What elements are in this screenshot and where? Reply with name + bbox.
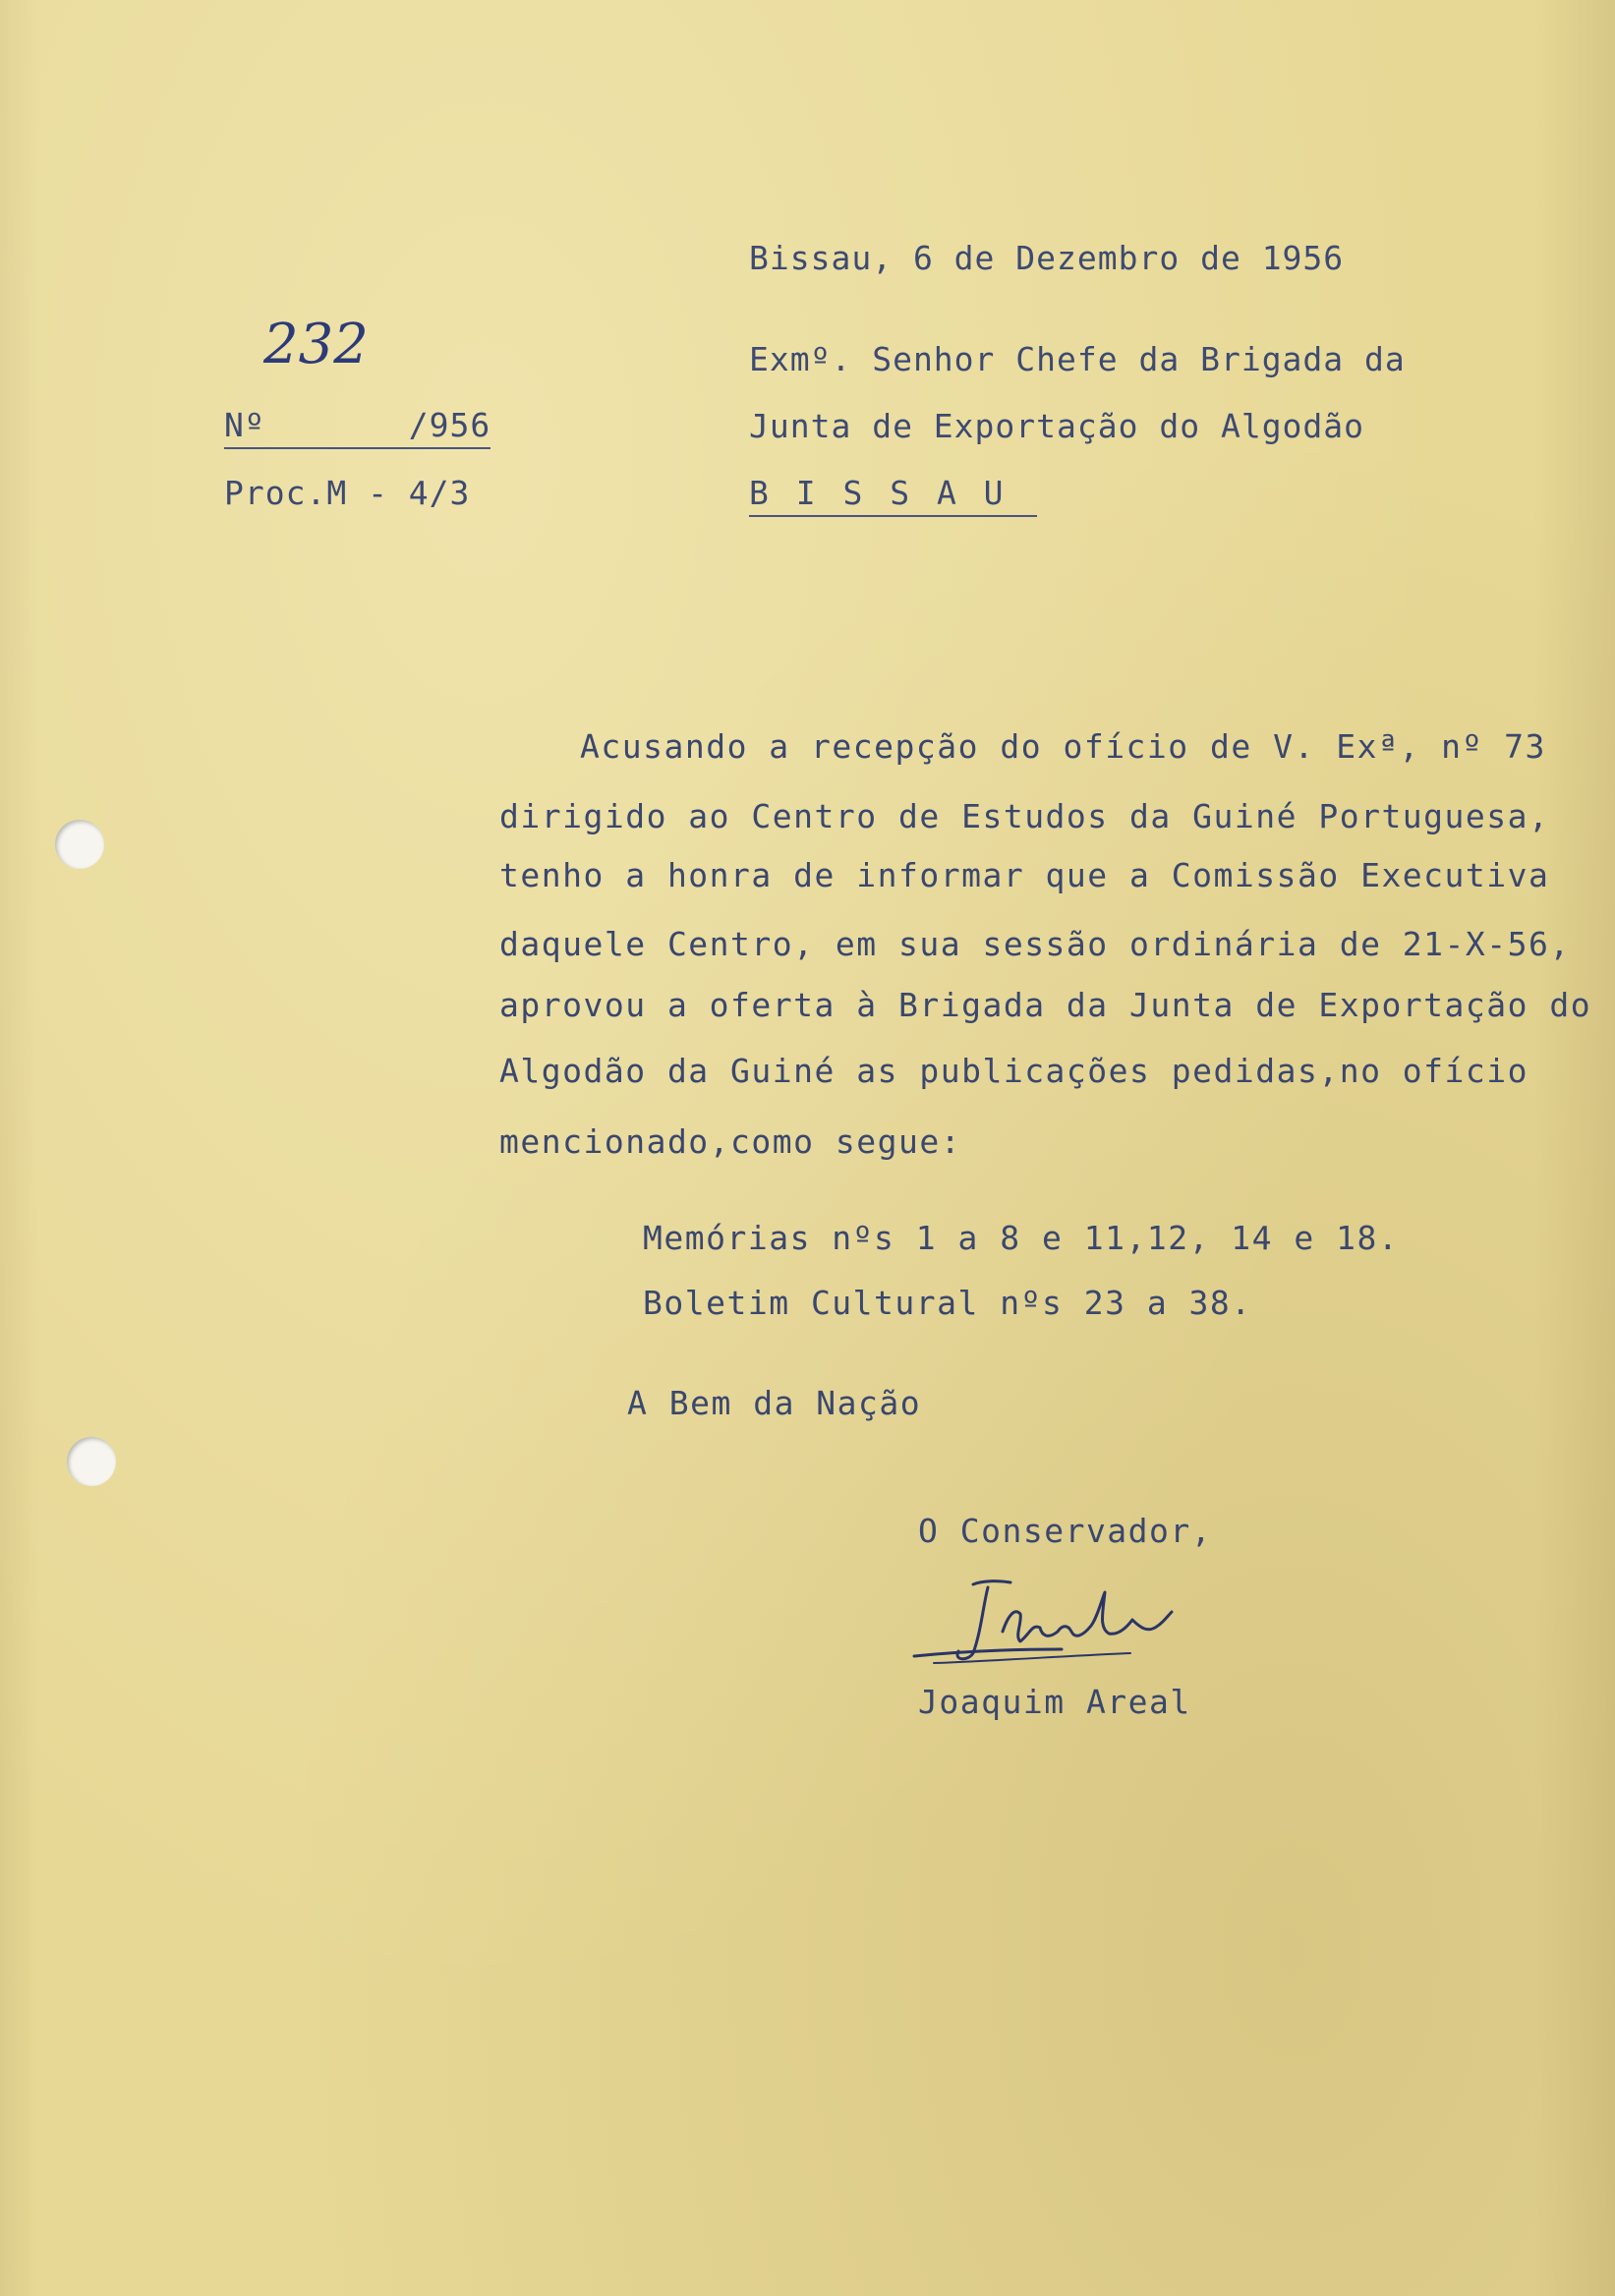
place-date: Bissau, 6 de Dezembro de 1956 — [749, 239, 1345, 277]
list-item-memorias: Memórias nºs 1 a 8 e 11,12, 14 e 18. — [643, 1219, 1400, 1257]
list-item-boletim: Boletim Cultural nºs 23 a 38. — [643, 1284, 1252, 1322]
body-line: Algodão da Guiné as publicações pedidas,no ofício — [499, 1052, 1529, 1090]
process-number: Proc.M - 4/3 — [224, 474, 471, 512]
punch-hole-bottom — [67, 1437, 116, 1486]
recipient-city: B I S S A U — [749, 474, 1037, 517]
handwritten-number: 232 — [263, 313, 369, 376]
recipient-line-1: Exmº. Senhor Chefe da Brigada da — [749, 340, 1406, 378]
body-line: tenho a honra de informar que a Comissão Executiva — [499, 856, 1550, 894]
reference-number: Nº /956 — [224, 406, 490, 449]
body-line: aprovou a oferta à Brigada da Junta de Exportação do — [499, 986, 1592, 1024]
closing: A Bem da Nação — [627, 1384, 922, 1422]
signer-name: Joaquim Areal — [918, 1683, 1191, 1721]
body-line: daquele Centro, em sua sessão ordinária de 21-X-56, — [499, 925, 1571, 963]
body-line: mencionado,como segue: — [499, 1122, 962, 1161]
recipient-line-2: Junta de Exportação do Algodão — [749, 407, 1365, 445]
body-line: dirigido ao Centro de Estudos da Guiné Portuguesa, — [499, 797, 1550, 835]
body-line: Acusando a recepção do ofício de V. Exª, nº 73 — [580, 727, 1546, 766]
punch-hole-top — [55, 820, 104, 869]
signer-title: O Conservador, — [918, 1512, 1213, 1550]
signature — [904, 1563, 1219, 1681]
